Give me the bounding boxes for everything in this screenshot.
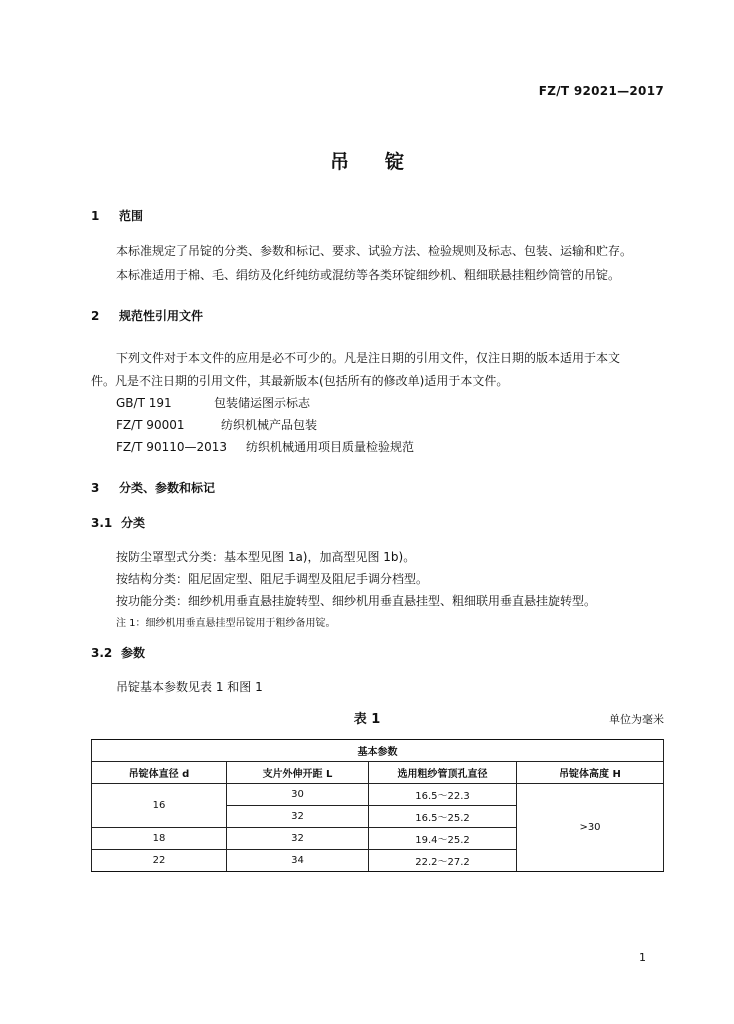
section-3-heading <box>91 479 215 496</box>
table-cell: 30 <box>227 784 369 806</box>
title-char-1: 吊 <box>329 151 349 173</box>
paragraph: 下列文件对于本文件的应用是必不可少的。凡是注日期的引用文件，仅注日期的版本适用于本文 <box>116 351 621 365</box>
subsection-title: 参数 <box>121 646 146 660</box>
table-cell: 32 <box>227 806 369 828</box>
table-cell: 22.2～27.2 <box>369 850 517 872</box>
section-1-heading <box>91 207 143 224</box>
subsection-3-1-heading <box>91 514 145 531</box>
reference-code: FZ/T 90001 <box>116 418 185 432</box>
table-cell: 16.5～25.2 <box>369 806 517 828</box>
table-cell: 32 <box>227 828 369 850</box>
reference-name: 包装储运图示标志 <box>214 396 311 410</box>
paragraph: 按功能分类：细纱机用垂直悬挂旋转型、细纱机用垂直悬挂型、粗细联用垂直悬挂旋转型。 <box>116 594 597 608</box>
subsection-title: 分类 <box>121 516 146 530</box>
reference-name: 纺织机械通用项目质量检验规范 <box>246 440 415 454</box>
table-cell: 22 <box>92 850 227 872</box>
column-header: 吊锭体高度 H <box>517 762 664 784</box>
page-number: 1 <box>639 951 646 964</box>
table-unit: 单位为毫米 <box>609 713 664 726</box>
table-cell: >30 <box>517 784 664 872</box>
column-header: 支片外伸开距 L <box>227 762 369 784</box>
table-group-header: 基本参数 <box>92 740 664 762</box>
standard-number: FZ/T 92021—2017 <box>538 84 664 98</box>
reference-name: 纺织机械产品包装 <box>221 418 318 432</box>
paragraph: 按结构分类：阻尼固定型、阻尼手调型及阻尼手调分档型。 <box>116 572 429 586</box>
table-cell: 34 <box>227 850 369 872</box>
table-cell: 16 <box>92 784 227 828</box>
section-number: 1 <box>91 209 100 223</box>
section-2-heading <box>91 307 203 324</box>
reference-code: FZ/T 90110—2013 <box>116 440 228 454</box>
section-title: 分类、参数和标记 <box>119 481 216 495</box>
table-caption: 表 1 <box>353 712 381 727</box>
note: 注 1：细纱机用垂直悬挂型吊锭用于粗纱备用锭。 <box>116 618 336 629</box>
paragraph: 本标准规定了吊锭的分类、参数和标记、要求、试验方法、检验规则及标志、包装、运输和贮存。 <box>116 244 633 258</box>
paragraph: 件。凡是不注日期的引用文件，其最新版本(包括所有的修改单)适用于本文件。 <box>91 374 509 388</box>
reference-item <box>116 394 310 411</box>
table-cell: 19.4～25.2 <box>369 828 517 850</box>
table-row <box>92 784 664 806</box>
subsection-number: 3.1 <box>91 516 113 530</box>
parameter-table <box>91 739 664 872</box>
section-title: 范围 <box>119 209 144 223</box>
subsection-number: 3.2 <box>91 646 113 660</box>
paragraph: 吊锭基本参数见表 1 和图 1 <box>116 680 263 694</box>
column-header: 选用粗纱管顶孔直径 <box>369 762 517 784</box>
column-header: 吊锭体直径 d <box>92 762 227 784</box>
paragraph: 按防尘罩型式分类：基本型见图 1a)，加高型见图 1b)。 <box>116 550 416 564</box>
paragraph: 本标准适用于棉、毛、绢纺及化纤纯纺或混纺等各类环锭细纱机、粗细联悬挂粗纱筒管的吊锭。 <box>116 268 621 282</box>
table-cell: 16.5～22.3 <box>369 784 517 806</box>
title-char-2: 锭 <box>385 151 405 173</box>
section-title: 规范性引用文件 <box>119 309 204 323</box>
section-number: 3 <box>91 481 100 495</box>
table-group-header-row <box>92 740 664 762</box>
reference-code: GB/T 191 <box>116 396 172 410</box>
reference-item <box>116 416 317 433</box>
table-header-row <box>92 762 664 784</box>
subsection-3-2-heading <box>91 644 145 661</box>
reference-item <box>116 438 414 455</box>
section-number: 2 <box>91 309 100 323</box>
document-title <box>0 147 734 174</box>
table-cell: 18 <box>92 828 227 850</box>
